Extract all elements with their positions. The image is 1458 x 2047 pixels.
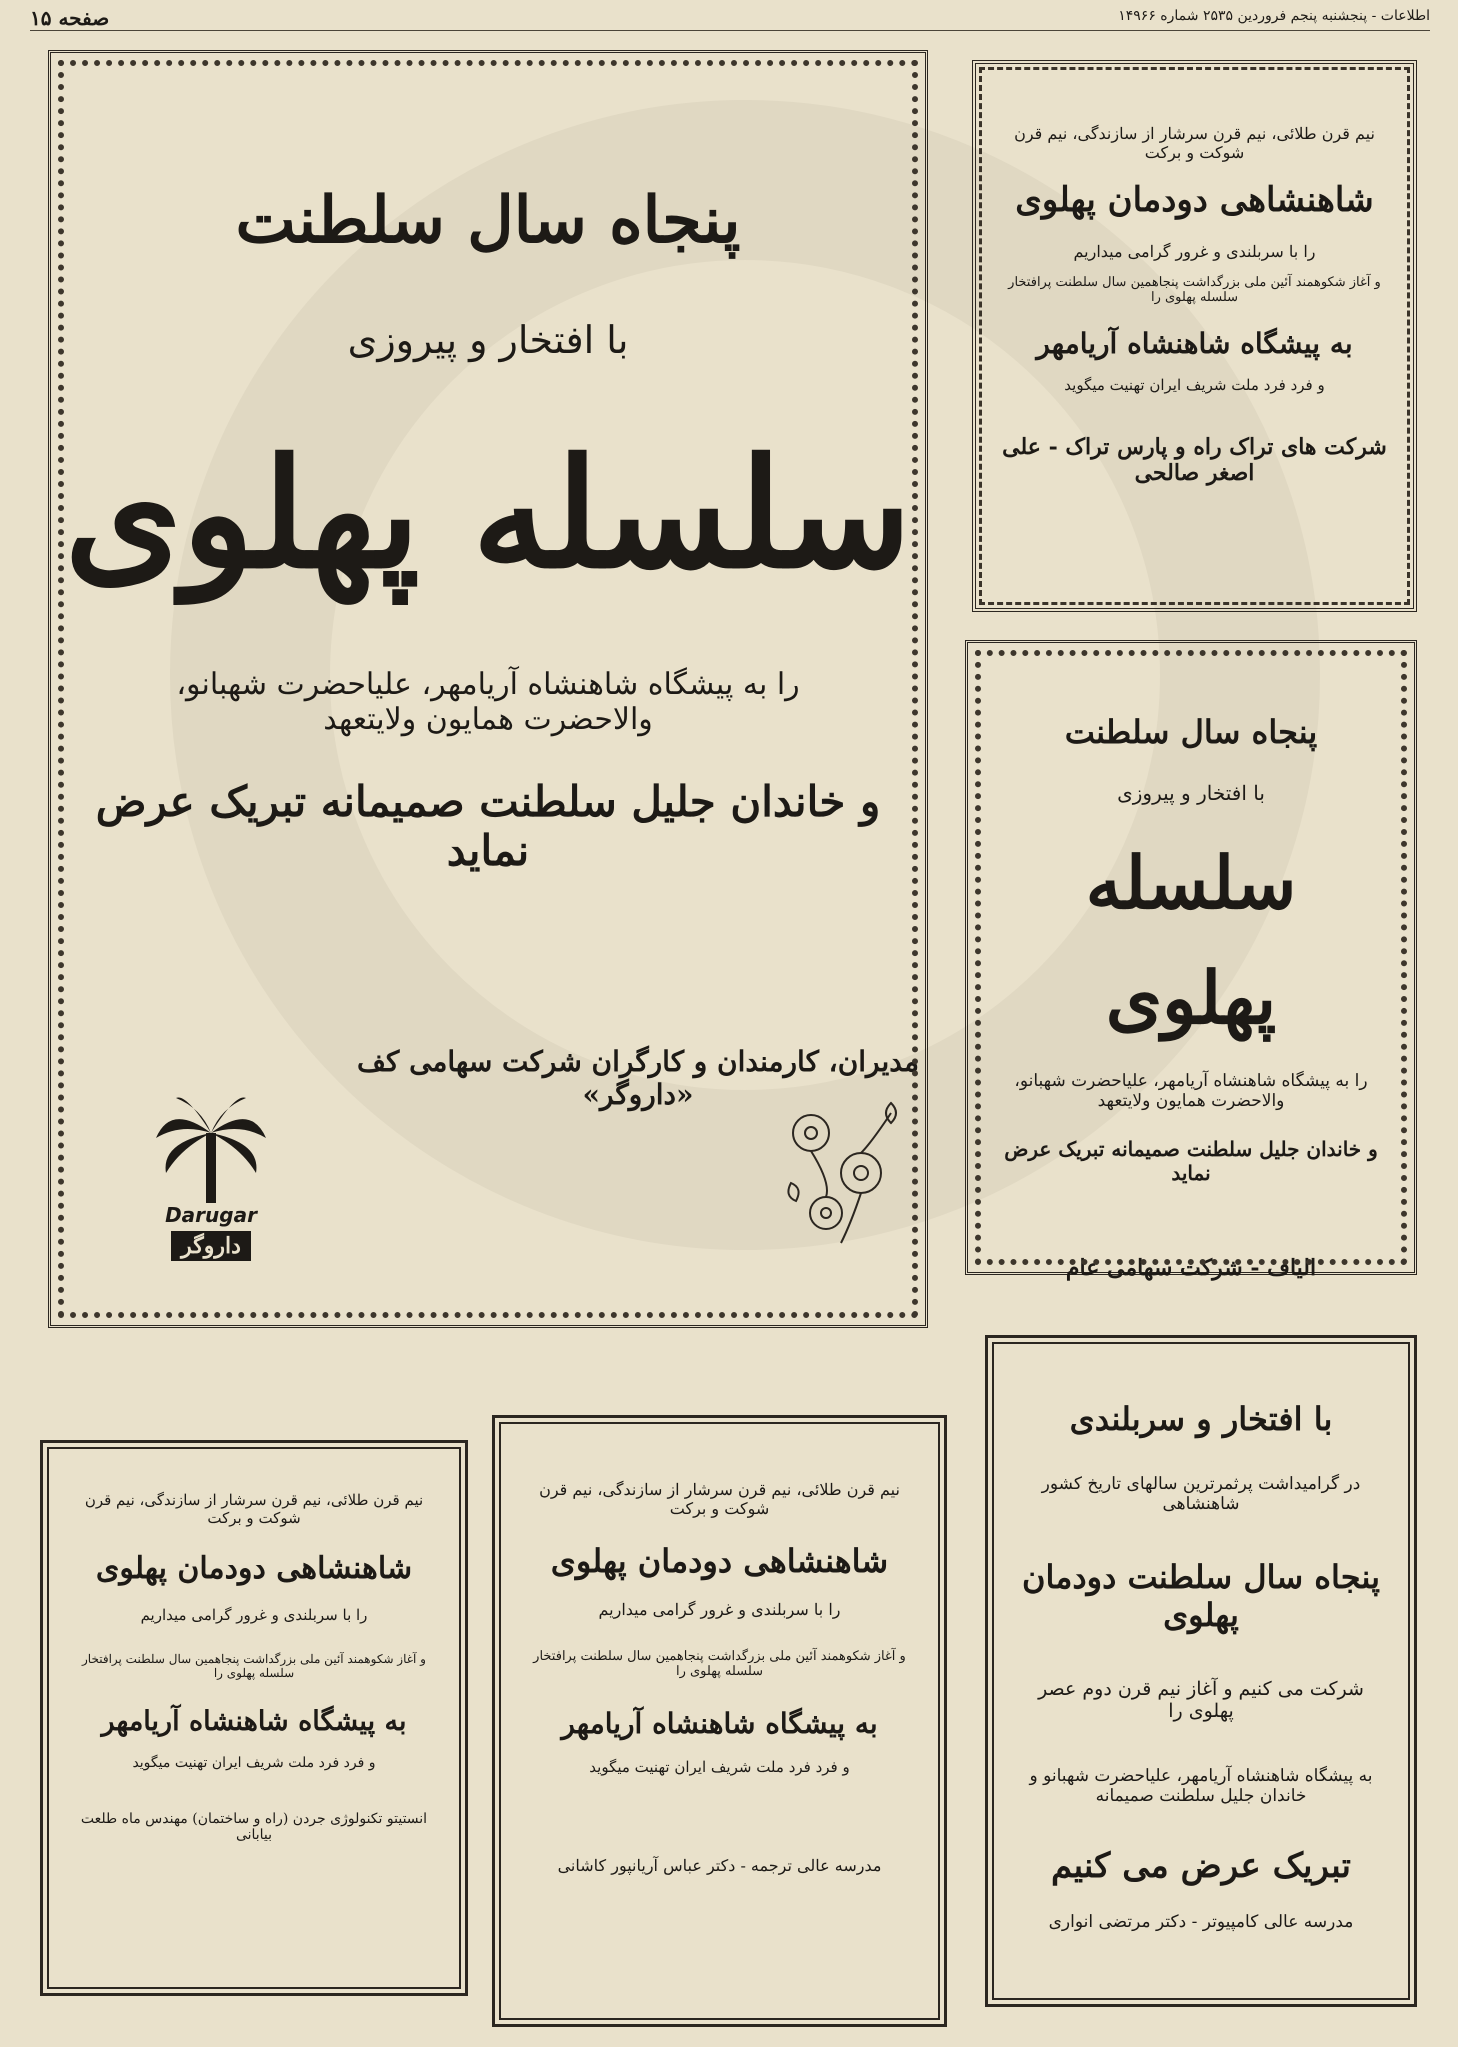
main-ad-dynasty-title: سلسله پهلوی	[64, 426, 912, 602]
ad-bottom-right-line2: در گرامیداشت پرثمرترین سالهای تاریخ کشور شاهنشاهی	[1041, 1474, 1361, 1514]
ad-bottom-left-line2: شاهنشاهی دودمان پهلوی	[95, 1551, 413, 1586]
ad-bottom-right-line4: شرکت می کنیم و آغاز نیم قرن دوم عصر پهلوی را	[1038, 1678, 1364, 1722]
page-number: صفحه ۱۵	[30, 6, 110, 30]
masthead-line: اطلاعات - پنجشنبه پنجم فروردین ۲۵۳۵ شماره ۱۴۹۶۶	[1118, 8, 1430, 24]
logo-latin-text: Darugar	[165, 1203, 257, 1227]
ad-bottom-right-line3: پنجاه سال سلطنت دودمان پهلوی	[1021, 1558, 1381, 1634]
logo-badge-text: داروگر	[171, 1231, 251, 1261]
ad-mid-right-line4: را به پیشگاه شاهنشاه آریامهر، علیاحضرت شهبانو، والاحضرت همایون ولایتعهد	[1014, 1071, 1368, 1112]
ad-top-right-line6: و فرد فرد ملت شریف ایران تهنیت میگوید	[1064, 376, 1325, 394]
ad-top-right-signature: شرکت های تراک راه و پارس تراک - علی اصغر صالحی	[1002, 434, 1387, 486]
ad-bottom-right-signature: مدرسه عالی کامپیوتر - دکتر مرتضی انواری	[1048, 1912, 1354, 1932]
ad-mid-right-dynasty-title: سلسله پهلوی	[1085, 840, 1297, 1041]
ad-top-right	[972, 60, 1417, 612]
ad-bottom-left-line3: را با سربلندی و غرور گرامی میداریم	[140, 1606, 368, 1624]
ad-bottom-middle-line1: نیم قرن طلائی، نیم قرن سرشار از سازندگی، نیم قرن شوکت و برکت	[539, 1480, 900, 1518]
main-ad-line2: با افتخار و پیروزی	[347, 318, 629, 362]
page-header	[30, 6, 1430, 31]
ad-bottom-middle-signature: مدرسه عالی ترجمه - دکتر عباس آریانپور کاشانی	[557, 1856, 882, 1875]
ad-bottom-middle-line4: و آغاز شکوهمند آئین ملی بزرگداشت پنجاهمین سال سلطنت پرافتخار سلسله پهلوی را	[533, 1649, 906, 1679]
ad-bottom-middle-line3: را با سربلندی و غرور گرامی میداریم	[598, 1600, 841, 1619]
ad-bottom-right-line6: تبریک عرض می کنیم	[1051, 1846, 1351, 1886]
ad-bottom-right-line1: با افتخار و سربلندی	[1069, 1400, 1333, 1438]
ad-bottom-right	[985, 1335, 1417, 2007]
main-advertisement	[48, 50, 928, 1328]
main-ad-line1: پنجاه سال سلطنت	[235, 183, 741, 258]
palm-tree-icon	[151, 1093, 271, 1203]
ad-top-right-line2: شاهنشاهی دودمان پهلوی	[1015, 180, 1374, 220]
ad-bottom-middle-line2: شاهنشاهی دودمان پهلوی	[550, 1542, 889, 1580]
ad-bottom-middle-line5: به پیشگاه شاهنشاه آریامهر	[561, 1707, 878, 1740]
ad-mid-right-line1: پنجاه سال سلطنت	[1064, 713, 1318, 751]
ad-top-right-line3: را با سربلندی و غرور گرامی میداریم	[1073, 242, 1316, 261]
ad-bottom-left	[40, 1440, 468, 1996]
ad-mid-right-line5: و خاندان جلیل سلطنت صمیمانه تبریک عرض نماید	[1004, 1137, 1378, 1186]
ad-middle-right	[965, 640, 1417, 1282]
ad-top-right-line1: نیم قرن طلائی، نیم قرن سرشار از سازندگی، نیم قرن شوکت و برکت	[1014, 124, 1375, 162]
ad-bottom-left-line5: به پیشگاه شاهنشاه آریامهر	[101, 1706, 407, 1737]
ad-mid-right-signature: الیاف - شرکت سهامی عام	[1065, 1255, 1317, 1282]
ad-bottom-right-line5: به پیشگاه شاهنشاه آریامهر، علیاحضرت شهبانو و خاندان جلیل سلطنت صمیمانه	[1029, 1766, 1373, 1806]
ad-top-right-line4: و آغاز شکوهمند آئین ملی بزرگداشت پنجاهمین سال سلطنت پرافتخار سلسله پهلوی را	[1008, 275, 1381, 305]
ad-bottom-left-line6: و فرد فرد ملت شریف ایران تهنیت میگوید	[132, 1755, 376, 1771]
ad-bottom-left-line4: و آغاز شکوهمند آئین ملی بزرگداشت پنجاهمین سال سلطنت پرافتخار سلسله پهلوی را	[82, 1652, 426, 1680]
ad-mid-right-line2: با افتخار و پیروزی	[1117, 781, 1265, 805]
main-ad-line4: را به پیشگاه شاهنشاه آریامهر، علیاحضرت شهبانو، والاحضرت همایون ولایتعهد	[176, 667, 800, 737]
main-ad-signature: مدیران، کارمندان و کارگران شرکت سهامی کف «داروگر»	[357, 1045, 919, 1111]
flower-ornament-icon	[771, 1083, 921, 1253]
ad-bottom-left-line1: نیم قرن طلائی، نیم قرن سرشار از سازندگی، نیم قرن شوکت و برکت	[84, 1491, 424, 1527]
ad-bottom-left-signature: انستیتو تکنولوژی جردن (راه و ساختمان) مهندس ماه طلعت بیابانی	[80, 1811, 428, 1843]
ad-top-right-line5: به پیشگاه شاهنشاه آریامهر	[1036, 327, 1353, 360]
ad-bottom-middle	[492, 1415, 947, 2027]
darugar-logo	[121, 1093, 301, 1261]
main-ad-line5: و خاندان جلیل سلطنت صمیمانه تبریک عرض نماید	[95, 777, 881, 875]
ad-bottom-middle-line6: و فرد فرد ملت شریف ایران تهنیت میگوید	[589, 1758, 850, 1776]
